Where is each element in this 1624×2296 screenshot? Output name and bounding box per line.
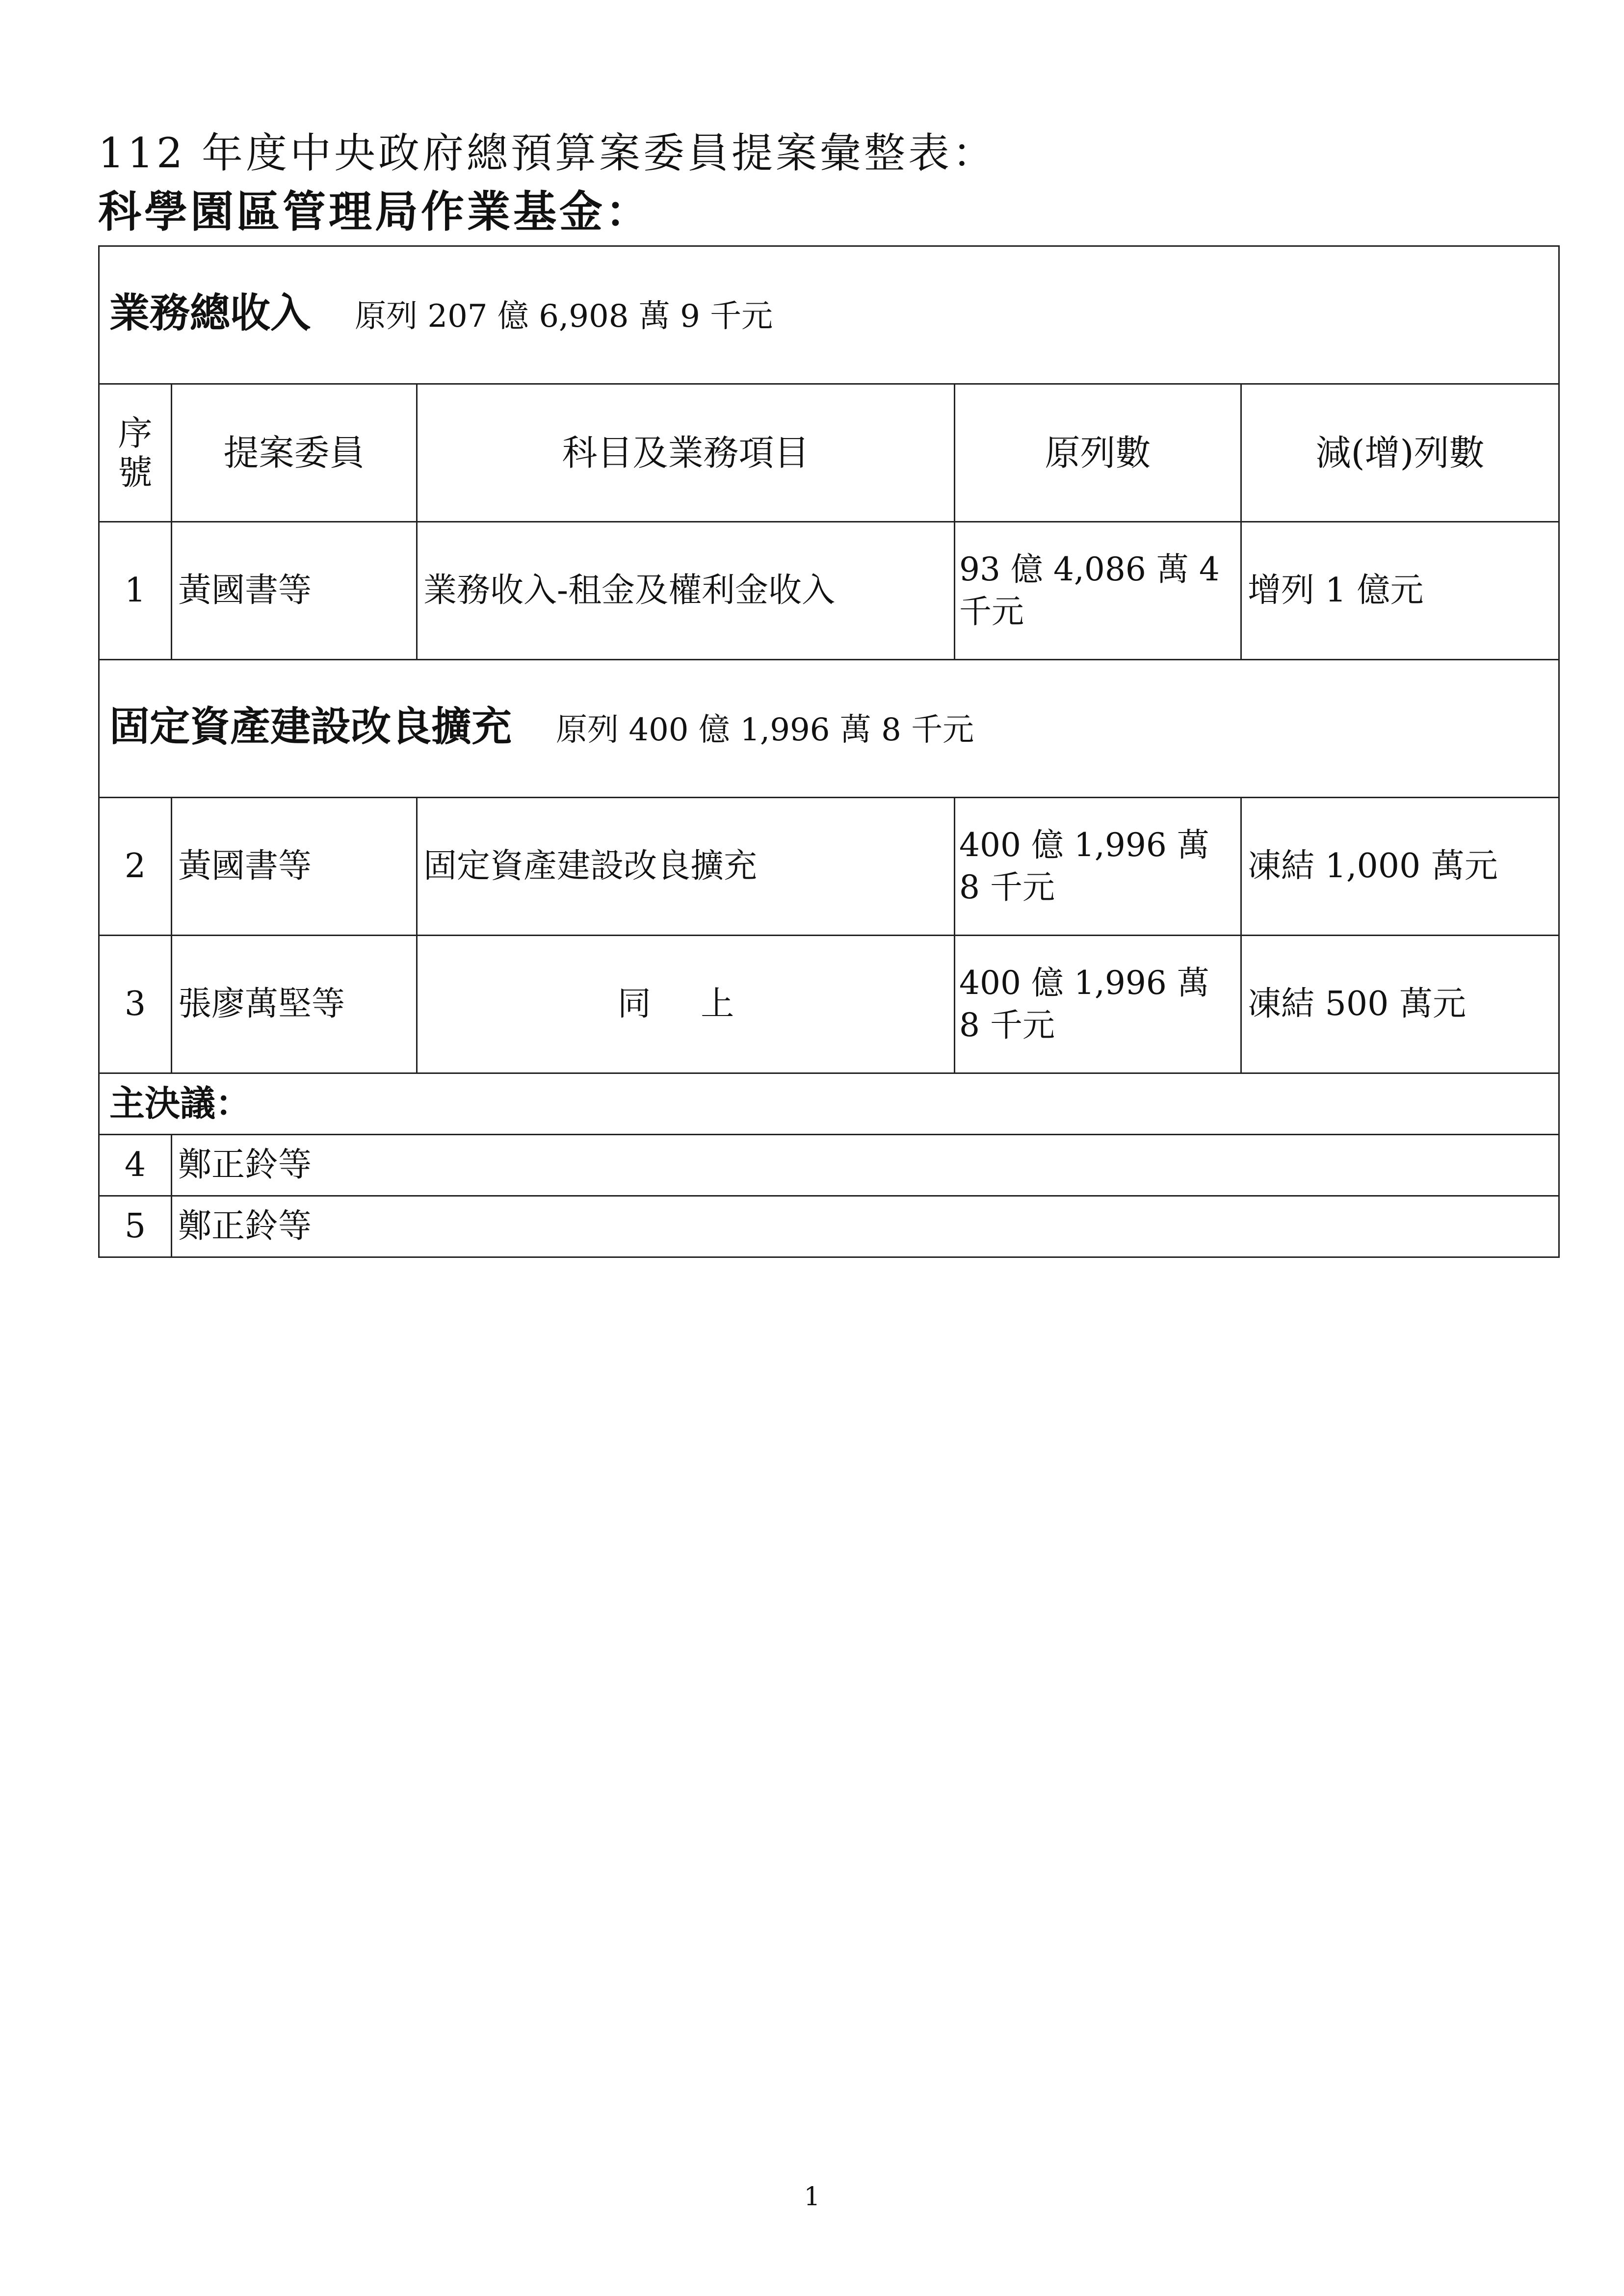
header-original: 原列數 [955, 384, 1241, 522]
column-header-row [99, 384, 1559, 522]
row-no: 3 [99, 936, 172, 1073]
section-header-revenue [99, 246, 1559, 384]
section-title: 主決議： [109, 1082, 251, 1124]
row-proposer: 黃國書等 [172, 798, 417, 936]
row-no: 5 [99, 1196, 172, 1257]
header-proposer: 提案委員 [172, 384, 417, 522]
table-row [99, 1196, 1559, 1257]
row-proposer: 鄭正鈴等 [172, 1196, 1559, 1257]
row-item: 業務收入-租金及權利金收入 [417, 522, 955, 660]
page-number: 1 [804, 2182, 820, 2212]
row-proposer: 黃國書等 [172, 522, 417, 660]
table-row [99, 1135, 1559, 1196]
row-proposer: 張廖萬堅等 [172, 936, 417, 1073]
document-title: 112 年度中央政府總預算案委員提案彙整表： [98, 129, 997, 177]
row-item: 固定資產建設改良擴充 [417, 798, 955, 936]
section-header-row [99, 660, 1559, 798]
row-original: 400 億 1,996 萬 8 千元 [955, 798, 1241, 936]
proposal-table [98, 245, 1560, 1258]
row-no: 1 [99, 522, 172, 660]
row-original: 400 億 1,996 萬 8 千元 [955, 936, 1241, 1073]
row-change: 凍結 500 萬元 [1241, 936, 1559, 1073]
section-header-resolution [99, 1073, 1559, 1135]
section-amount: 原列 400 億 1,996 萬 8 千元 [556, 712, 974, 748]
row-change: 凍結 1,000 萬元 [1241, 798, 1559, 936]
section-amount: 原列 207 億 6,908 萬 9 千元 [355, 298, 773, 335]
header-no: 序號 [99, 384, 172, 522]
row-change: 增列 1 億元 [1241, 522, 1559, 660]
table-row [99, 522, 1559, 660]
table-row [99, 798, 1559, 936]
header-item: 科目及業務項目 [417, 384, 955, 522]
section-title: 固定資產建設改良擴充 [109, 704, 512, 750]
section-header-row [99, 246, 1559, 384]
row-proposer: 鄭正鈴等 [172, 1135, 1559, 1196]
table-row [99, 936, 1559, 1073]
section-header-row [99, 1073, 1559, 1135]
header-change: 減(增)列數 [1241, 384, 1559, 522]
row-no: 2 [99, 798, 172, 936]
section-header-assets [99, 660, 1559, 798]
row-no: 4 [99, 1135, 172, 1196]
row-original: 93 億 4,086 萬 4 千元 [955, 522, 1241, 660]
document-subtitle: 科學園區管理局作業基金： [98, 186, 652, 237]
section-title: 業務總收入 [109, 290, 311, 337]
row-item: 同 上 [417, 936, 955, 1073]
